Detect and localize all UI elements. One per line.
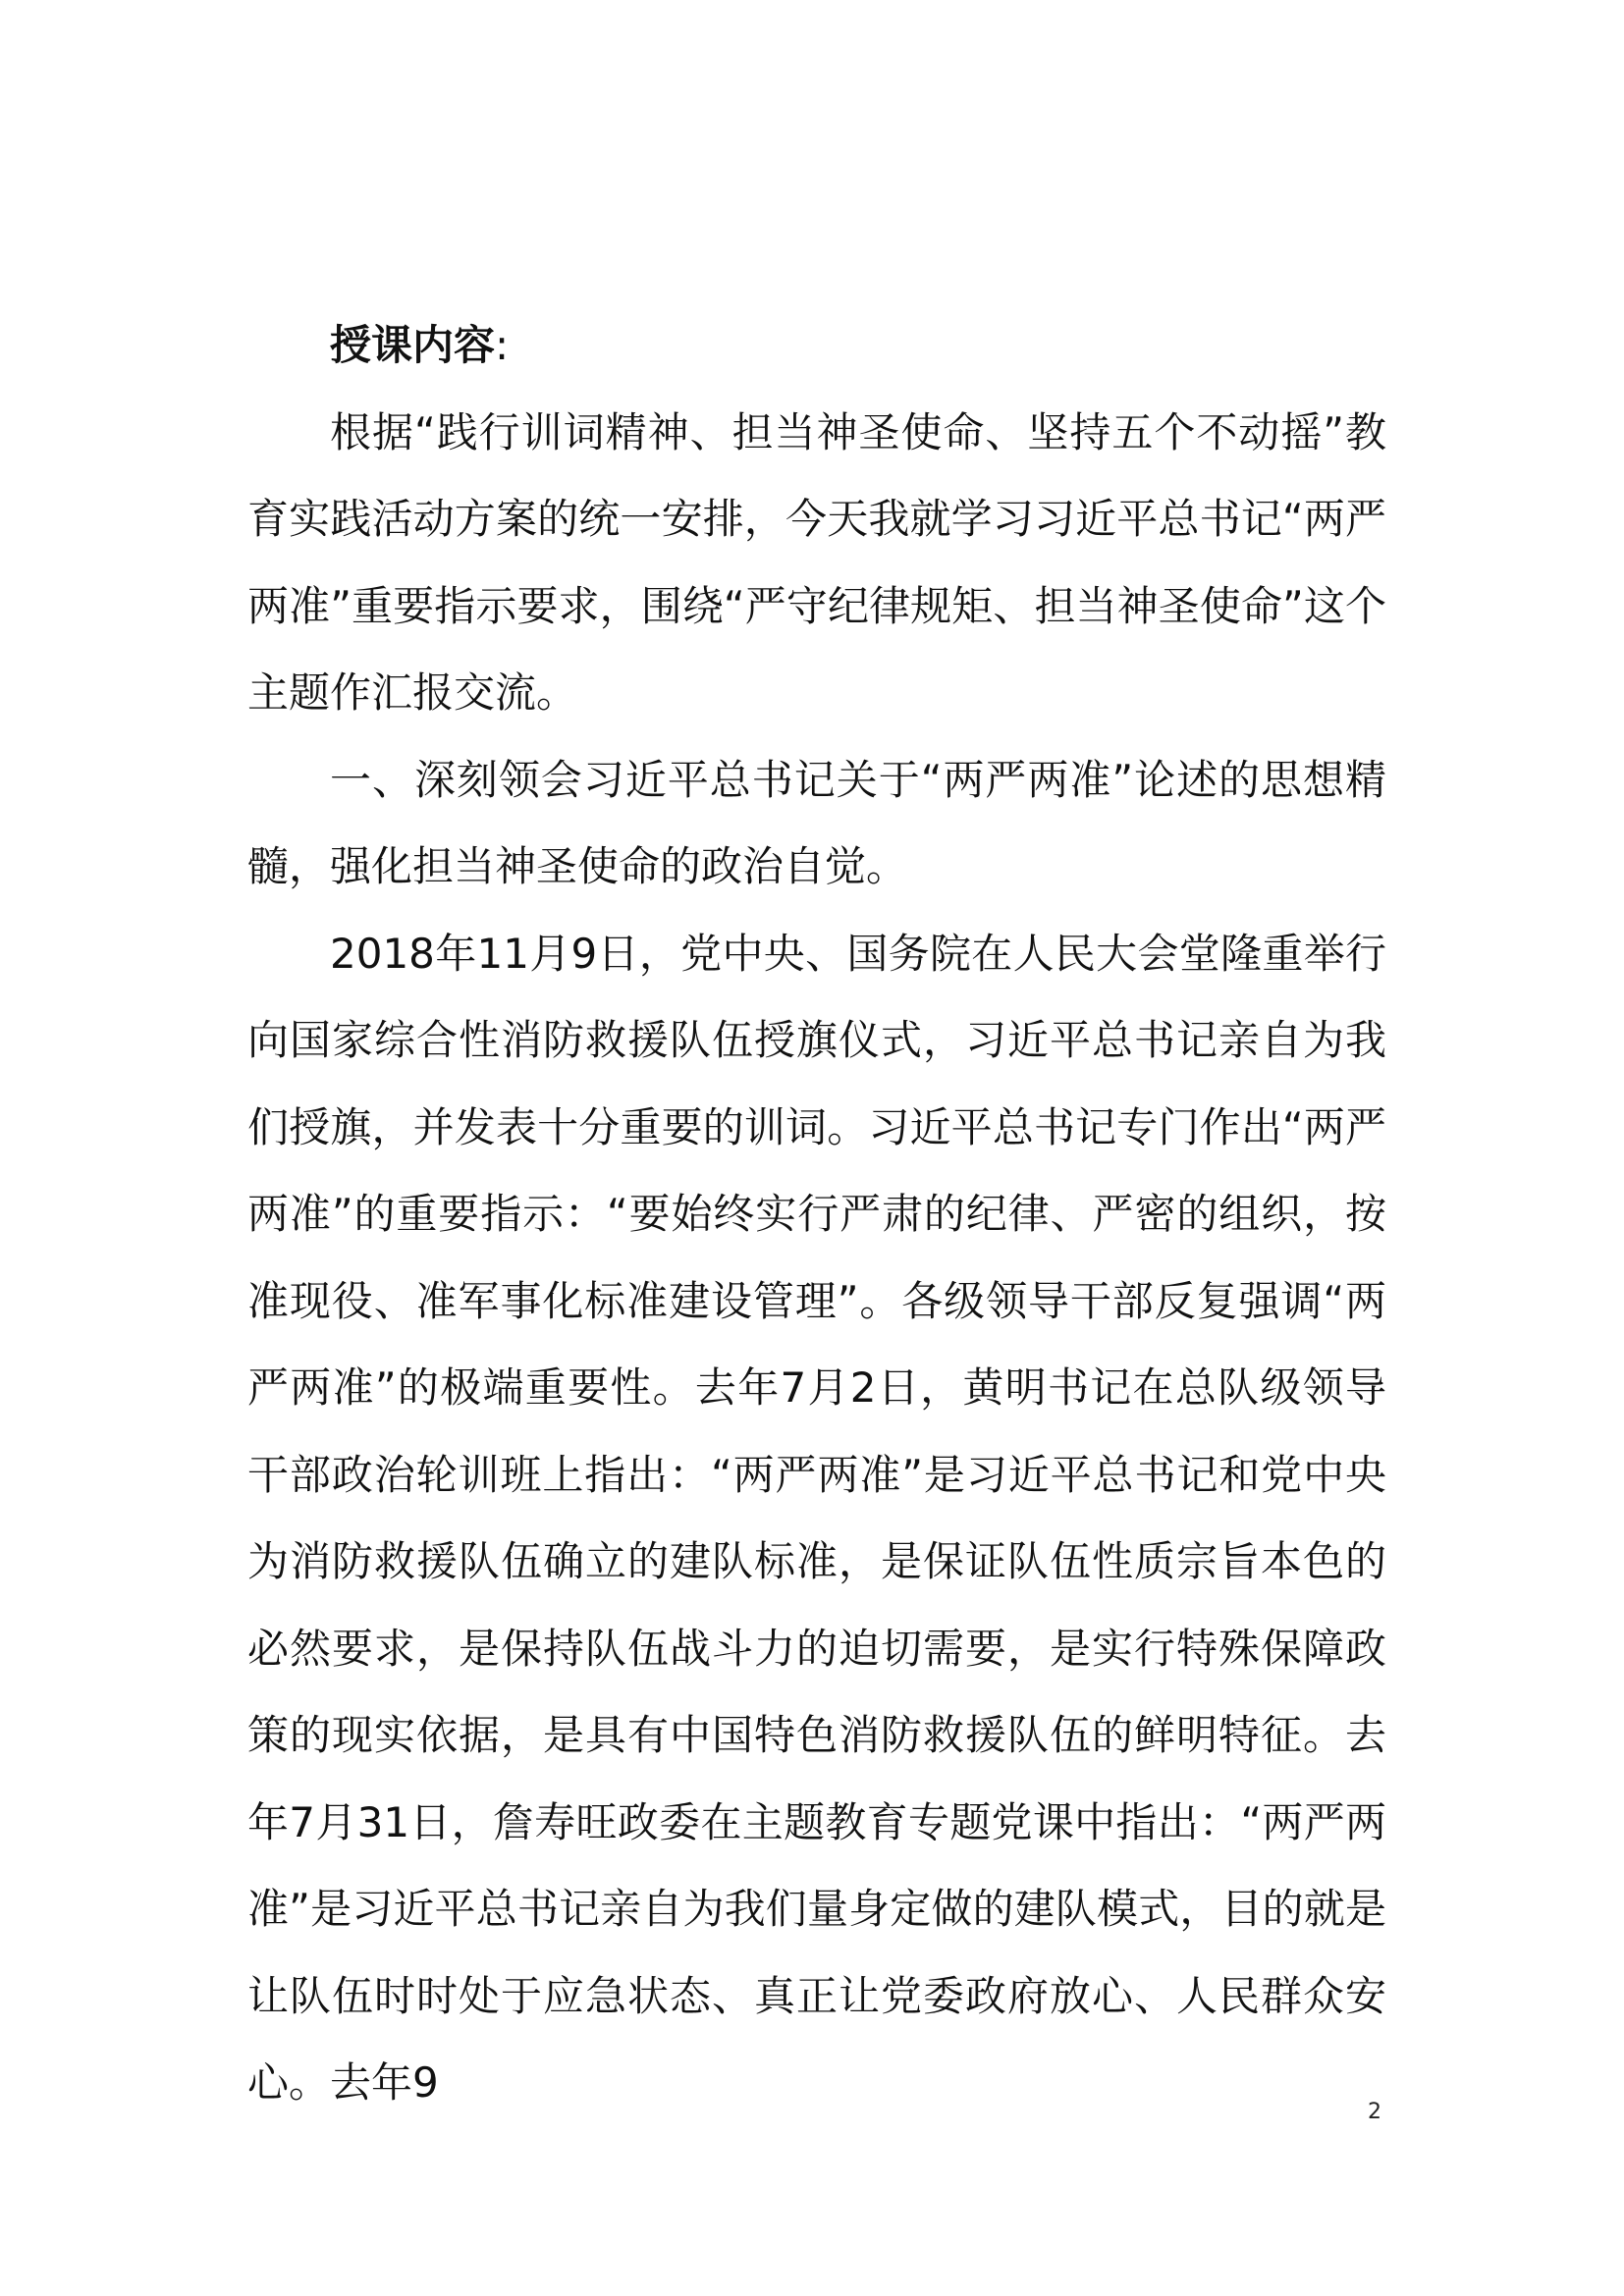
heading-colon: : (495, 321, 510, 369)
heading-paragraph (247, 302, 1386, 390)
paragraph-body: 2018年11月9日，党中央、国务院在人民大会堂隆重举行向国家综合性消防救援队伍授旗仪式，习近平总书记亲自为我们授旗，并发表十分重要的训词。习近平总书记专门作出“两严两准”的重要指示：“要始终实行严肃的纪律、严密的组织，按准现役、准军事化标准建设管理”。各级领导干部反复强调“两严两准”的极端重要性。去年7月2日，黄明书记在总队级领导干部政治轮训班上指出：“两严两准”是习近平总书记和党中央为消防救援队伍确立的建队标准，是保证队伍性质宗旨本色的必然要求，是保持队伍战斗力的迫切需要，是实行特殊保障政策的现实依据，是具有中国特色消防救援队伍的鲜明特征。去年7月31日，詹寿旺政委在主题教育专题党课中指出：“两严两准”是习近平总书记亲自为我们量身定做的建队模式，目的就是让队伍时时处于应急状态、真正让党委政府放心、人民群众安心。去年9 (247, 929, 1386, 2107)
section-heading: 授课内容 (330, 321, 496, 369)
paragraph-intro: 根据“践行训词精神、担当神圣使命、坚持五个不动摇”教育实践活动方案的统一安排，今天我就学习习近平总书记“两严两准”重要指示要求，围绕“严守纪律规矩、担当神圣使命”这个主题作汇报交流。 (247, 407, 1386, 717)
paragraph-section-one-title: 一、深刻领会习近平总书记关于“两严两准”论述的思想精髓，强化担当神圣使命的政治自觉。 (247, 755, 1386, 890)
page-number: 2 (1368, 2100, 1381, 2124)
document-body (247, 302, 1386, 2127)
